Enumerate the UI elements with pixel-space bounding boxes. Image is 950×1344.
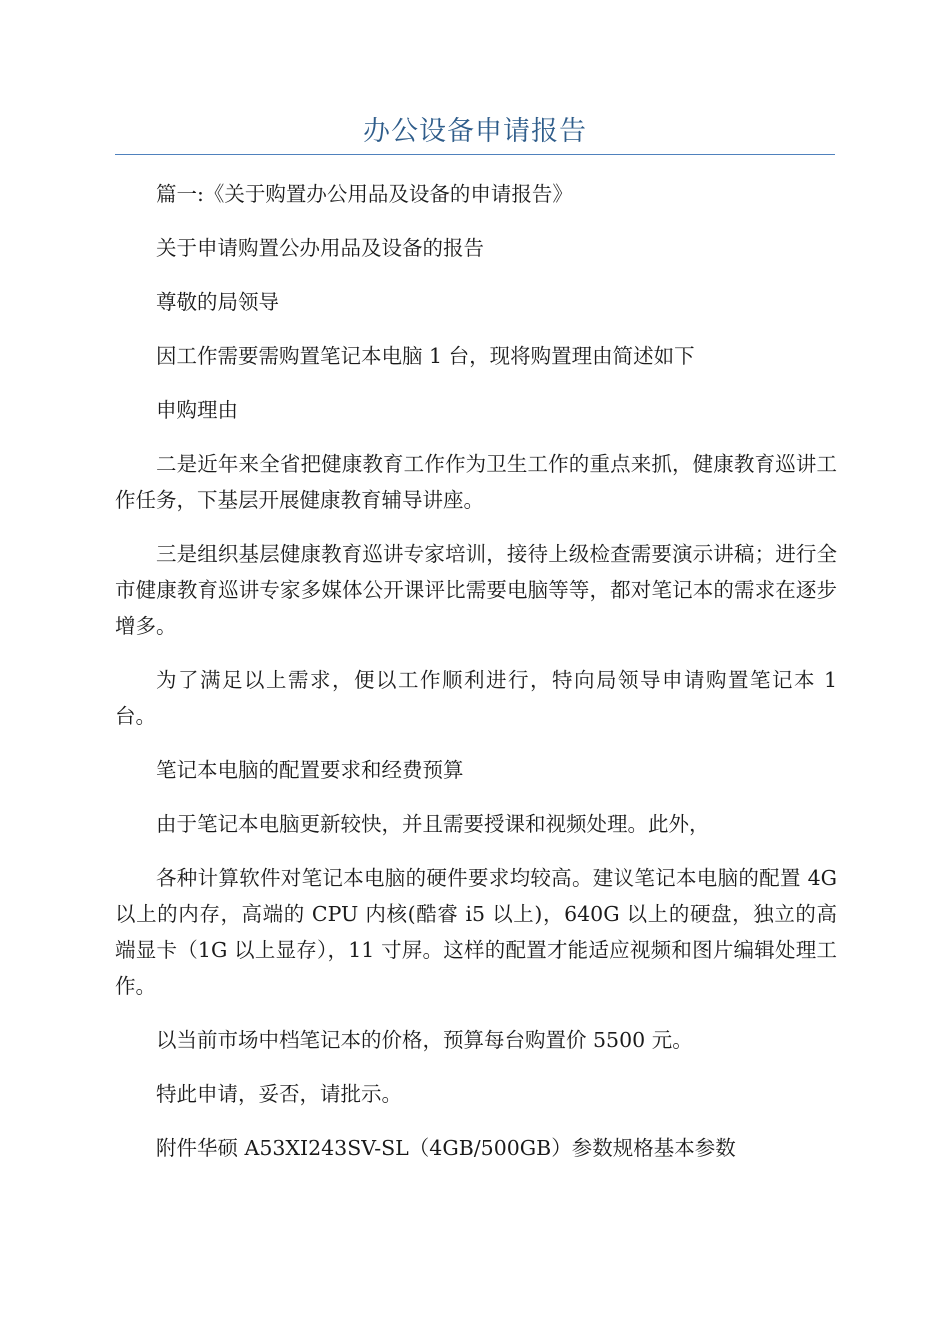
paragraph-config-reason: 由于笔记本电脑更新较快，并且需要授课和视频处理。此外， — [156, 812, 710, 836]
paragraph-heading-article: 篇一:《关于购置办公用品及设备的申请报告》 — [156, 182, 573, 206]
document-body — [115, 176, 837, 1184]
document-title: 办公设备申请报告 — [363, 116, 587, 147]
paragraph-closing: 特此申请，妥否，请批示。 — [156, 1082, 402, 1106]
paragraph-budget: 以当前市场中档笔记本的价格，预算每台购置价 5500 元。 — [156, 1028, 693, 1052]
paragraph-config-heading: 笔记本电脑的配置要求和经费预算 — [156, 758, 464, 782]
title-underline — [115, 154, 835, 155]
paragraph-reason-three: 三是组织基层健康教育巡讲专家培训，接待上级检查需要演示讲稿；进行全市健康教育巡讲专家多媒体公开课评比需要电脑等等，都对笔记本的需求在逐步增多。 — [115, 542, 837, 638]
paragraph-config-spec: 各种计算软件对笔记本电脑的硬件要求均较高。建议笔记本电脑的配置 4G 以上的内存，高端的 CPU 内核(酷睿 i5 以上)，640G 以上的硬盘，独立的高端显卡（1G 以上显存），11 寸屏。这样的配置才能适应视频和图片编辑处理工作。 — [115, 866, 837, 998]
paragraph-salutation: 尊敬的局领导 — [156, 290, 279, 314]
paragraph-reasons-heading: 申购理由 — [156, 398, 238, 422]
paragraph-request: 为了满足以上需求，便以工作顺利进行，特向局领导申请购置笔记本 1 台。 — [115, 668, 837, 728]
paragraph-reason-two: 二是近年来全省把健康教育工作作为卫生工作的重点来抓，健康教育巡讲工作任务，下基层开展健康教育辅导讲座。 — [115, 452, 837, 512]
paragraph-attachment: 附件华硕 A53XI243SV-SL（4GB/500GB）参数规格基本参数 — [156, 1136, 736, 1160]
paragraph-report-subject: 关于申请购置公办用品及设备的报告 — [156, 236, 484, 260]
paragraph-purchase-intro: 因工作需要需购置笔记本电脑 1 台，现将购置理由简述如下 — [156, 344, 695, 368]
